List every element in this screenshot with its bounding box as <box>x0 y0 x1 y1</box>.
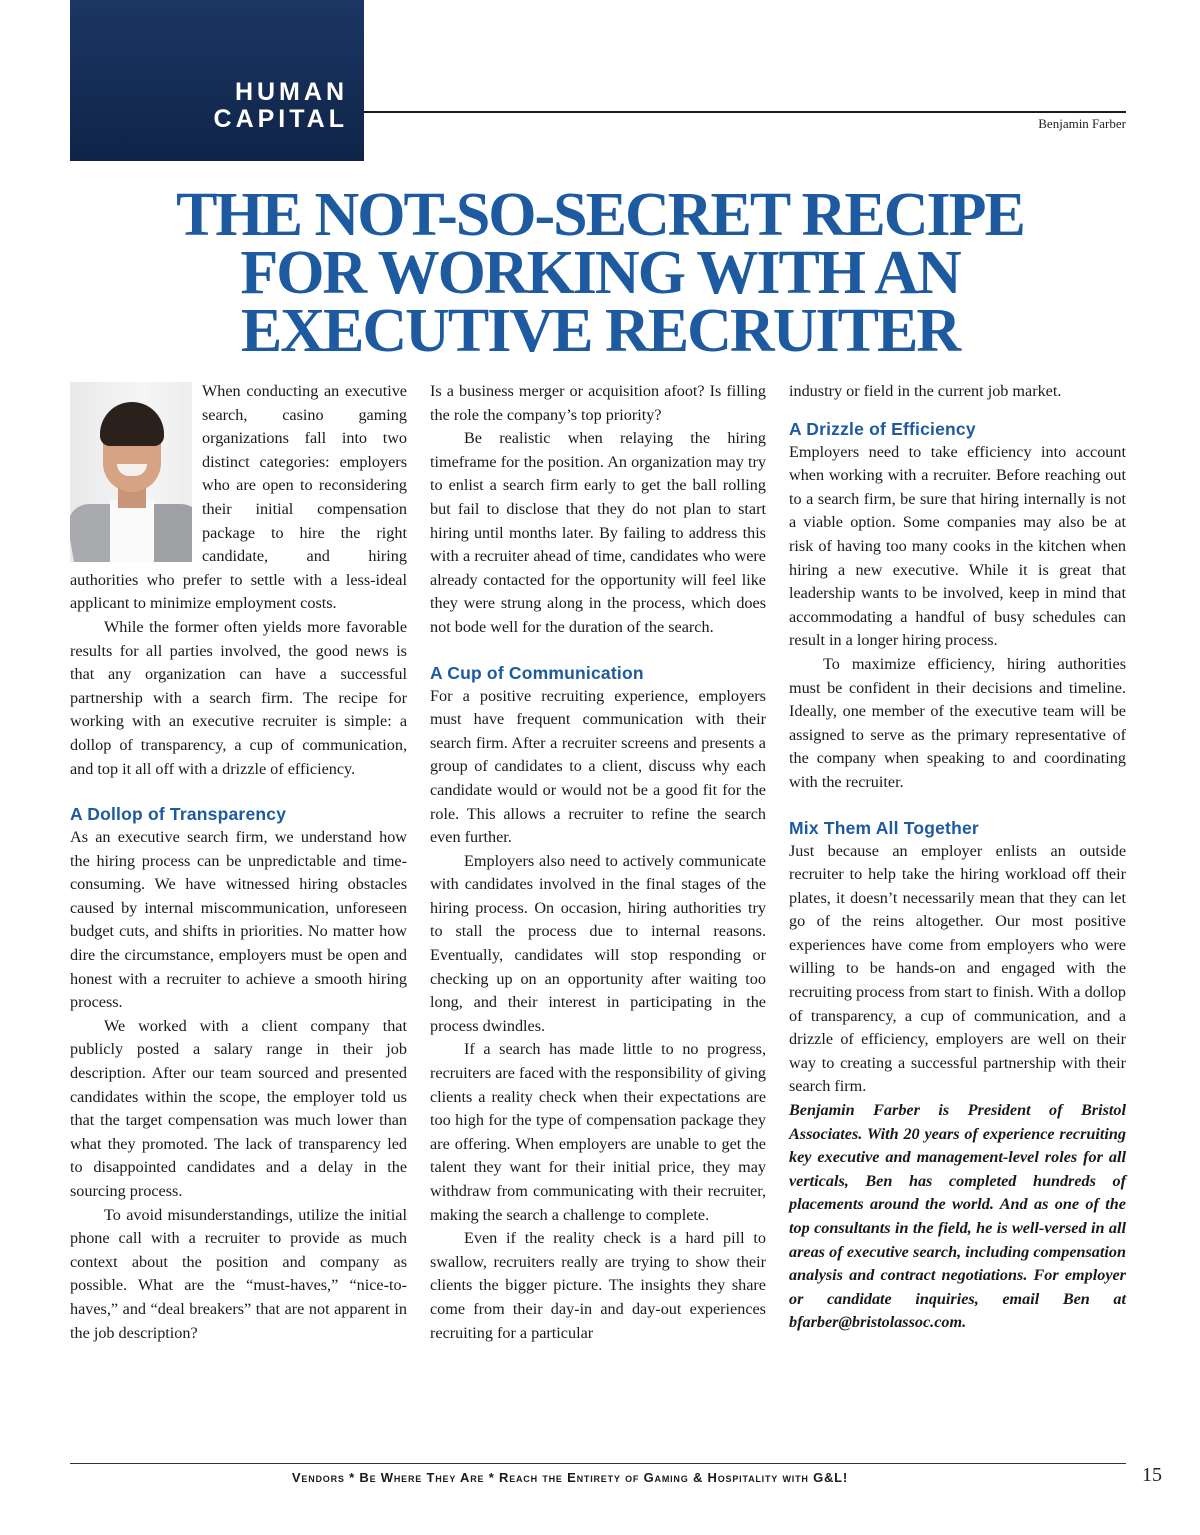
intro-paragraph: When conducting an executive search, casino gaming organizations fall into two distinct categories: employers who are open to reconsidering their initial compensation package to hire the right candidate, and hiring authorities who prefer to settle with a less-ideal applicant to minimize employment costs. <box>70 382 407 613</box>
headline-line2: FOR WORKING WITH AN <box>240 239 960 307</box>
author-bio: Benjamin Farber is President of Bristol Associates. With 20 years of experience recruiting key executive and management-level roles for all verticals, Ben has completed hundreds of placements around the world. And as one of the top consultants in the field, he is well-versed in all areas of executive search, including compensation analysis and contract negotiations. For employer or candidate inquiries, email Ben at bfarber@bristolassoc.com. <box>789 1101 1126 1332</box>
author-photo <box>70 382 192 562</box>
body-paragraph: For a positive recruiting experience, employers must have frequent communication with their search firm. After a recruiter screens and presents a group of candidates to a client, discuss why each candidate would or would not be a good fit for the role. This allows a recruiter to refine the search even further. <box>430 686 766 847</box>
section-label-line1: HUMAN <box>234 78 348 106</box>
section-label <box>214 79 348 133</box>
body-paragraph: Just because an employer enlists an outside recruiter to help take the hiring workload off their plates, it doesn’t necessarily mean that they can let go of the reins altogether. Our most positive experiences have come from employers who were willing to be hands-on and engaged with the recruiting process from start to finish. With a dollop of transparency, a cup of communication, and a drizzle of efficiency, employers are well on their way to creating a successful partnership with their search firm. <box>789 841 1126 1096</box>
body-paragraph: As an executive search firm, we understand how the hiring process can be unpredictable and time-consuming. We have witnessed hiring obstacles caused by internal miscommunication, unforeseen budget cuts, and shifts in priorities. No matter how dire the circumstance, employers must be open and honest with a recruiter to achieve a smooth hiring process. <box>70 828 407 1012</box>
body-paragraph: If a search has made little to no progress, recruiters are faced with the responsibility of giving clients a reality check when their expectations are too high for the type of compensation package they are offering. When employers are unable to get the talent they want for their initial price, they may withdraw from communicating with their recruiter, making the search a challenge to complete. <box>430 1040 766 1224</box>
article-column-1 <box>70 380 407 1345</box>
body-paragraph: We worked with a client company that publicly posted a salary range in their job description. After our team sourced and presented candidates within the scope, the employer told us that the target compensation was much lower than what they promoted. The lack of transparency led to disappointed candidates and a delay in the sourcing process. <box>70 1016 407 1200</box>
body-paragraph: Is a business merger or acquisition afoot? Is filling the role the company’s top priority? <box>430 382 766 424</box>
section-banner <box>70 0 364 161</box>
article-column-3 <box>789 380 1126 1335</box>
body-paragraph: Even if the reality check is a hard pill to swallow, recruiters really are trying to show their clients the bigger picture. The insights they share come from their day-in and day-out experiences recruiting for a particular <box>430 1229 766 1342</box>
section-heading-mix: Mix Them All Together <box>789 817 979 838</box>
body-paragraph: Be realistic when relaying the hiring timeframe for the position. An organization may try to enlist a search firm early to get the ball rolling but fail to disclose that they do not plan to start hiring until months later. By failing to address this with a recruiter ahead of time, candidates who were already contacted for the opportunity will feel like they were strung along in the process, which does not bode well for the duration of the search. <box>430 429 766 636</box>
body-paragraph: industry or field in the current job market. <box>789 382 1062 400</box>
body-paragraph: To avoid misunderstandings, utilize the initial phone call with a recruiter to provide as much context about the position and company as possible. What are the “must-haves,” “nice-to-haves,” and “deal breakers” that are not apparent in the job description? <box>70 1205 407 1342</box>
page-number: 15 <box>1142 1464 1162 1486</box>
footer-rule <box>70 1463 1126 1464</box>
header-rule <box>364 111 1126 113</box>
section-heading-transparency: A Dollop of Transparency <box>70 804 287 825</box>
author-byline: Benjamin Farber <box>1038 116 1126 131</box>
section-heading-efficiency: A Drizzle of Efficiency <box>789 418 976 439</box>
article-headline <box>60 181 1140 365</box>
body-paragraph: Employers need to take efficiency into account when working with a recruiter. Before reaching out to a search firm, be sure that hiring internally is not a viable option. Some companies may also be at risk of having too many cooks in the kitchen when hiring a new executive. While it is great that leadership wants to be involved, keep in mind that accommodating a handful of busy schedules can result in a longer hiring process. <box>789 442 1126 650</box>
intro-paragraph: While the former often yields more favorable results for all parties involved, the good news is that any organization can have a successful partnership with a search firm. The recipe for working with an executive recruiter is simple: a dollop of transparency, a cup of communication, and top it all off with a drizzle of efficiency. <box>70 617 407 778</box>
body-paragraph: Employers also need to actively communicate with candidates involved in the final stages of the hiring process. On occasion, hiring authorities try to stall the process due to internal reasons. Eventually, candidates will stop responding or checking up on an opportunity after waiting too long, and their interest in participating in the process dwindles. <box>430 851 766 1035</box>
body-paragraph: To maximize efficiency, hiring authorities must be confident in their decisions and timeline. Ideally, one member of the executive team will be assigned to serve as the primary representative of the company when speaking to and coordinating with the recruiter. <box>789 654 1126 791</box>
headline-line1: THE NOT-SO-SECRET RECIPE <box>176 181 1024 249</box>
section-heading-communication: A Cup of Communication <box>430 662 644 683</box>
article-column-2 <box>430 380 766 1345</box>
headline-line3: EXECUTIVE RECRUITER <box>240 297 960 365</box>
section-label-line2: CAPITAL <box>213 105 348 133</box>
footer-tagline: Vendors * Be Where They Are * Reach the Entirety of Gaming & Hospitality with G&L! <box>291 1470 849 1485</box>
